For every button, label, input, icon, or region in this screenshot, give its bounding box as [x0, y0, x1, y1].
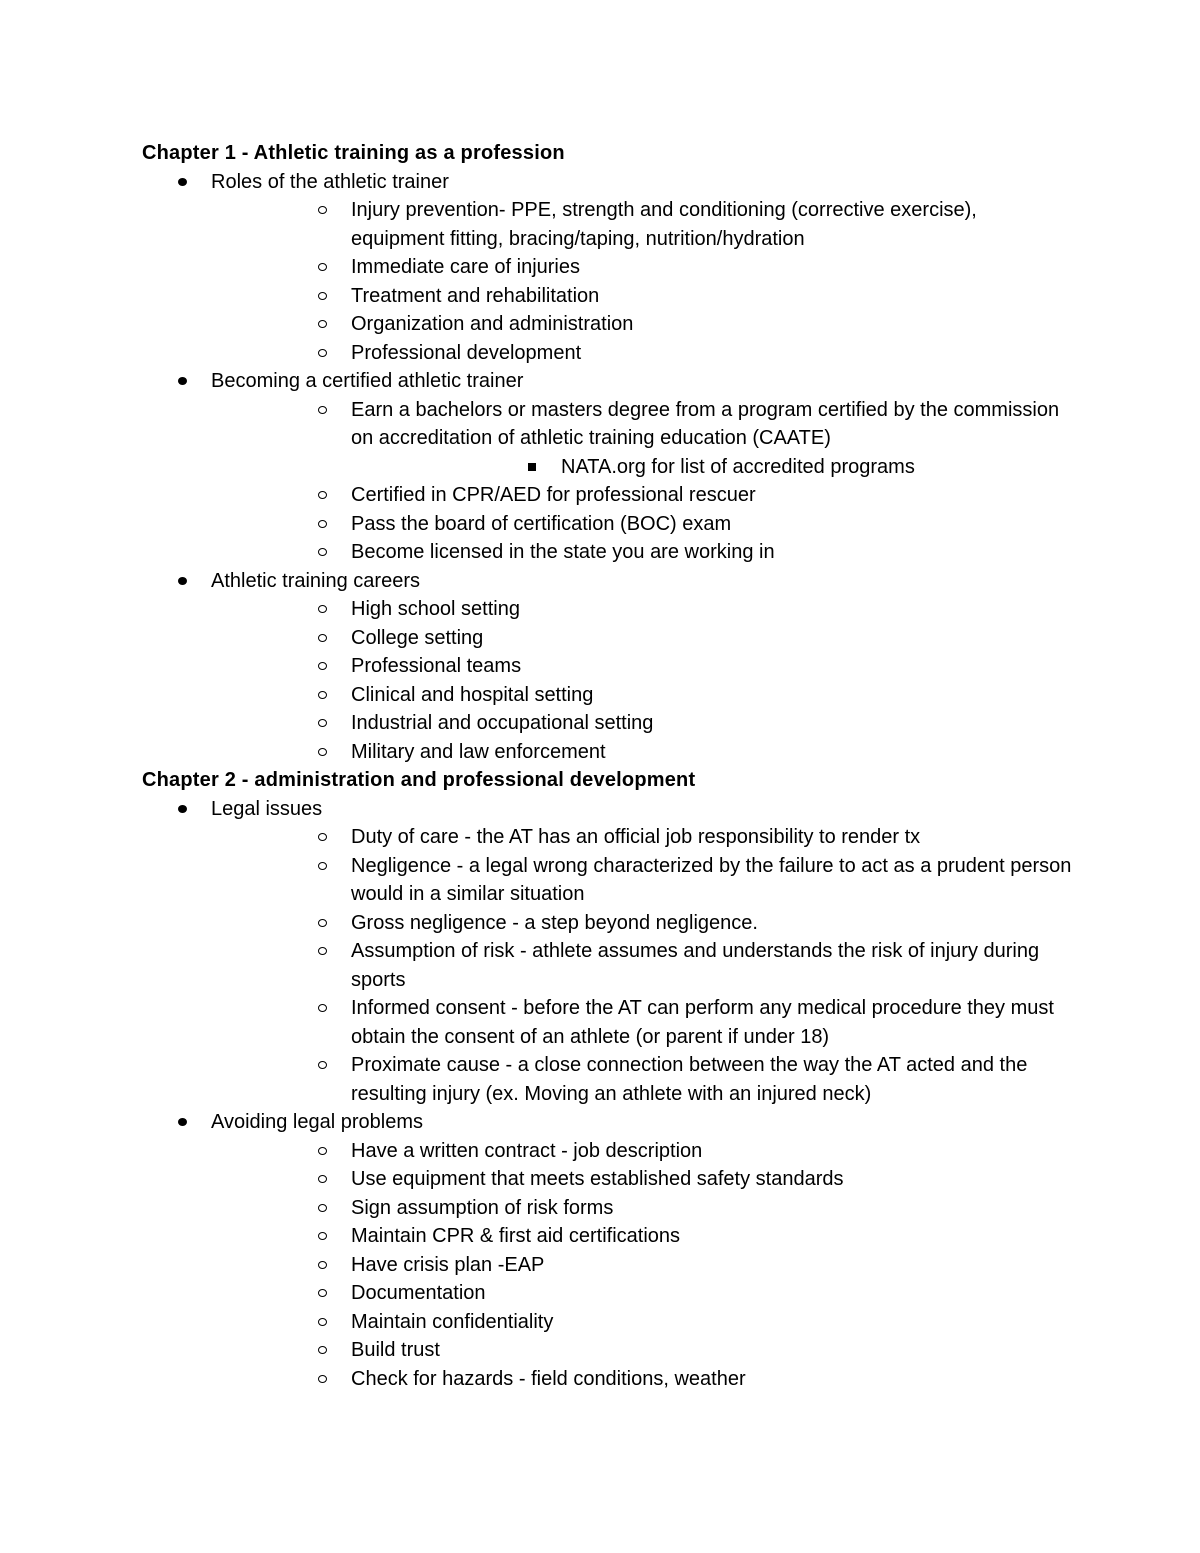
chapter-title: Chapter 2 - administration and professional development — [142, 769, 696, 791]
point-text: Negligence - a legal wrong characterized by the failure to act as a prudent person would in a similar situation — [351, 854, 1072, 905]
point-item — [211, 1222, 1072, 1251]
point-item — [211, 909, 1072, 938]
point-item — [211, 310, 1072, 339]
hollow-bullet-icon — [318, 1147, 327, 1155]
point-item — [211, 1279, 1072, 1308]
point-item — [211, 738, 1072, 767]
section-list — [142, 168, 1072, 767]
point-item — [211, 1336, 1072, 1365]
hollow-bullet-icon — [318, 1061, 327, 1069]
filled-bullet-icon — [178, 1118, 187, 1126]
point-text: Certified in CPR/AED for professional rescuer — [351, 484, 756, 506]
hollow-bullet-icon — [318, 292, 327, 300]
point-item — [211, 852, 1072, 909]
point-text: Professional teams — [351, 655, 522, 677]
point-item — [211, 396, 1072, 482]
subpoint-list — [351, 453, 1072, 482]
point-text: Injury prevention- PPE, strength and conditioning (corrective exercise), equipment fitting, bracing/taping, nutrition/hydration — [351, 199, 977, 250]
point-item — [211, 652, 1072, 681]
point-text: Organization and administration — [351, 313, 634, 335]
point-text: Use equipment that meets established safety standards — [351, 1168, 844, 1190]
point-item — [211, 709, 1072, 738]
point-item — [211, 624, 1072, 653]
hollow-bullet-icon — [318, 1232, 327, 1240]
point-text: Have a written contract - job description — [351, 1139, 703, 1162]
point-text: Maintain confidentiality — [351, 1310, 554, 1333]
hollow-bullet-icon — [318, 691, 327, 699]
point-item — [211, 510, 1072, 539]
point-text: Assumption of risk - athlete assumes and understands the risk of injury during sports — [351, 940, 1040, 991]
section-item — [142, 1108, 1072, 1393]
point-item — [211, 1194, 1072, 1223]
point-text: Become licensed in the state you are working in — [351, 541, 775, 563]
point-item — [211, 681, 1072, 710]
point-text: Duty of care - the AT has an official job responsibility to render tx — [351, 826, 921, 848]
point-text: Maintain CPR & first aid certifications — [351, 1225, 681, 1247]
section-label: Legal issues — [211, 797, 323, 820]
point-list — [211, 196, 1072, 367]
section-label: Roles of the athletic trainer — [211, 170, 449, 193]
section-item — [142, 567, 1072, 767]
point-item — [211, 1165, 1072, 1194]
hollow-bullet-icon — [318, 1289, 327, 1297]
point-text: Treatment and rehabilitation — [351, 284, 600, 307]
point-item — [211, 1308, 1072, 1337]
hollow-bullet-icon — [318, 1375, 327, 1383]
point-text: Proximate cause - a close connection between the way the AT acted and the resulting injury (ex. Moving an athlete with an injured neck) — [351, 1054, 1028, 1105]
section-item — [142, 367, 1072, 567]
hollow-bullet-icon — [318, 719, 327, 727]
filled-bullet-icon — [178, 805, 187, 813]
section-item — [142, 795, 1072, 1109]
hollow-bullet-icon — [318, 206, 327, 214]
hollow-bullet-icon — [318, 491, 327, 499]
point-item — [211, 196, 1072, 253]
section-label: Avoiding legal problems — [211, 1111, 423, 1133]
hollow-bullet-icon — [318, 520, 327, 528]
filled-bullet-icon — [178, 577, 187, 585]
point-item — [211, 339, 1072, 368]
hollow-bullet-icon — [318, 1346, 327, 1354]
hollow-bullet-icon — [318, 263, 327, 271]
filled-bullet-icon — [178, 178, 187, 186]
hollow-bullet-icon — [318, 1204, 327, 1212]
point-list — [211, 396, 1072, 567]
point-text: Professional development — [351, 341, 582, 364]
subpoint-item — [351, 453, 1072, 482]
point-text: Pass the board of certification (BOC) exam — [351, 512, 732, 535]
point-item — [211, 1051, 1072, 1108]
point-item — [211, 1365, 1072, 1394]
point-list — [211, 1137, 1072, 1394]
hollow-bullet-icon — [318, 1318, 327, 1326]
point-text: Gross negligence - a step beyond negligence. — [351, 911, 758, 934]
document-body — [142, 139, 1072, 1393]
point-text: Immediate care of injuries — [351, 256, 580, 278]
hollow-bullet-icon — [318, 349, 327, 357]
hollow-bullet-icon — [318, 662, 327, 670]
hollow-bullet-icon — [318, 634, 327, 642]
hollow-bullet-icon — [318, 1004, 327, 1012]
point-item — [211, 994, 1072, 1051]
hollow-bullet-icon — [318, 320, 327, 328]
chapter-1 — [142, 139, 1072, 766]
section-label: Becoming a certified athletic trainer — [211, 370, 524, 392]
point-item — [211, 282, 1072, 311]
subpoint-text: NATA.org for list of accredited programs — [561, 455, 915, 478]
point-item — [211, 538, 1072, 567]
section-list — [142, 795, 1072, 1394]
chapter-2 — [142, 766, 1072, 1393]
point-text: Industrial and occupational setting — [351, 712, 654, 734]
point-item — [211, 595, 1072, 624]
hollow-bullet-icon — [318, 1175, 327, 1183]
filled-bullet-icon — [178, 377, 187, 385]
square-bullet-icon — [528, 463, 536, 471]
section-label: Athletic training careers — [211, 569, 420, 592]
point-text: Earn a bachelors or masters degree from a program certified by the commission on accreditation of athletic training education (CAATE) — [351, 398, 1060, 449]
point-text: Sign assumption of risk forms — [351, 1196, 614, 1219]
section-item — [142, 168, 1072, 368]
point-text: Informed consent - before the AT can perform any medical procedure they must obtain the consent of an athlete (or parent if under 18) — [351, 997, 1054, 1048]
hollow-bullet-icon — [318, 748, 327, 756]
point-text: Have crisis plan -EAP — [351, 1253, 545, 1276]
point-text: Build trust — [351, 1339, 440, 1361]
hollow-bullet-icon — [318, 833, 327, 841]
hollow-bullet-icon — [318, 406, 327, 414]
point-text: High school setting — [351, 598, 520, 620]
hollow-bullet-icon — [318, 947, 327, 955]
point-item — [211, 481, 1072, 510]
hollow-bullet-icon — [318, 919, 327, 927]
point-item — [211, 1137, 1072, 1166]
point-text: College setting — [351, 626, 484, 649]
point-text: Clinical and hospital setting — [351, 683, 594, 706]
point-list — [211, 823, 1072, 1108]
hollow-bullet-icon — [318, 605, 327, 613]
point-item — [211, 937, 1072, 994]
point-text: Documentation — [351, 1282, 486, 1304]
point-item — [211, 823, 1072, 852]
point-item — [211, 1251, 1072, 1280]
hollow-bullet-icon — [318, 1261, 327, 1269]
point-item — [211, 253, 1072, 282]
chapter-title: Chapter 1 - Athletic training as a profession — [142, 142, 565, 164]
hollow-bullet-icon — [318, 548, 327, 556]
point-text: Military and law enforcement — [351, 740, 606, 763]
point-list — [211, 595, 1072, 766]
hollow-bullet-icon — [318, 862, 327, 870]
point-text: Check for hazards - field conditions, weather — [351, 1367, 746, 1390]
